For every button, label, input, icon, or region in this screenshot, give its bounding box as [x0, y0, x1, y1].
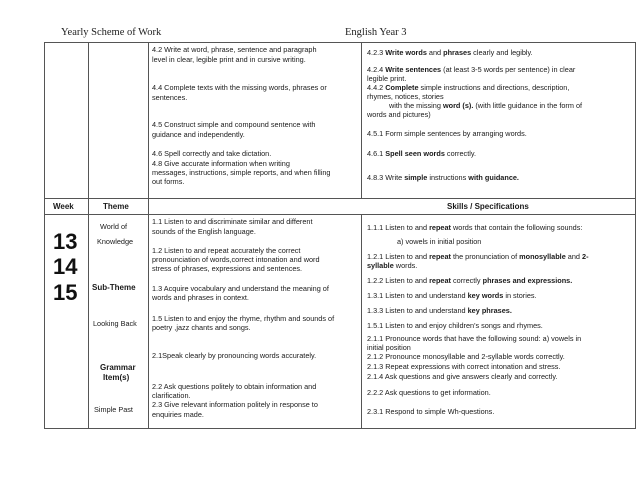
- skill-4-2-3: 4.2.3 Write words and phrases clearly and legibly.: [367, 48, 533, 57]
- skill-4-8-3: 4.8.3 Write simple instructions with guidance.: [367, 173, 519, 182]
- standard-2-2-line2: clarification.: [152, 391, 191, 400]
- left-border: [44, 42, 45, 428]
- skill-2-1-1-line2: initial position: [367, 343, 411, 352]
- skill-4-4-2-line4: words and pictures): [367, 110, 431, 119]
- standard-1-5-line2: poetry ,jazz chants and songs.: [152, 323, 251, 332]
- skill-4-4-2-line3: with the missing word (s). (with little guidance in the form of: [389, 101, 583, 110]
- week-number-15: 15: [53, 280, 78, 305]
- standard-1-3-line2: words and phrases in context.: [152, 293, 249, 302]
- subtheme-label: Sub-Theme: [92, 283, 136, 292]
- standard-1-2-line1: 1.2 Listen to and repeat accurately the correct: [152, 246, 301, 255]
- skill-1-2-1-line2: syllable words.: [367, 261, 418, 270]
- week-number-13: 13: [53, 229, 78, 254]
- standard-4-4-line2: sentences.: [152, 93, 188, 102]
- header-row-top-border: [44, 198, 636, 199]
- skill-1-1-1: 1.1.1 Listen to and repeat words that contain the following sounds:: [367, 223, 583, 232]
- skill-2-1-4: 2.1.4 Ask questions and give answers clearly and correctly.: [367, 372, 558, 381]
- grammar-value: Simple Past: [94, 405, 133, 414]
- header-row-bottom-border: [44, 214, 636, 215]
- skill-1-2-2: 1.2.2 Listen to and repeat correctly phrases and expressions.: [367, 276, 573, 285]
- top-skills-divider: [361, 42, 362, 198]
- skill-2-1-3: 2.1.3 Repeat expressions with correct intonation and stress.: [367, 362, 561, 371]
- right-border: [635, 42, 636, 428]
- skill-1-1-1-sub: a) vowels in initial position: [397, 237, 482, 246]
- theme-column-divider: [148, 42, 149, 428]
- week-column-header: Week: [53, 202, 74, 211]
- week-column-divider: [88, 42, 89, 428]
- skill-4-4-2-line1: 4.4.2 Complete simple instructions and directions, description,: [367, 83, 570, 92]
- bottom-skills-divider: [361, 214, 362, 428]
- standard-1-3-line1: 1.3 Acquire vocabulary and understand the meaning of: [152, 284, 329, 293]
- skill-1-3-1: 1.3.1 Listen to and understand key words in stories.: [367, 291, 537, 300]
- theme-line2: Knowledge: [97, 237, 134, 246]
- standard-2-3-line1: 2.3 Give relevant information politely in response to: [152, 400, 318, 409]
- standard-2-1: 2.1Speak clearly by pronouncing words accurately.: [152, 351, 317, 360]
- standard-4-4-line1: 4.4 Complete texts with the missing words, phrases or: [152, 83, 327, 92]
- standard-2-2-line1: 2.2 Ask questions politely to obtain information and: [152, 382, 317, 391]
- standard-1-1-line2: sounds of the English language.: [152, 227, 256, 236]
- standard-1-5-line1: 1.5 Listen to and enjoy the rhyme, rhythm and sounds of: [152, 314, 335, 323]
- standard-4-2-line1: 4.2 Write at word, phrase, sentence and paragraph: [152, 45, 317, 54]
- grammar-label-line1: Grammar: [100, 363, 136, 372]
- skill-2-1-1-line1: 2.1.1 Pronounce words that have the following sound: a) vowels in: [367, 334, 582, 343]
- table-bottom-border: [44, 428, 636, 429]
- standard-4-8-line3: out forms.: [152, 177, 185, 186]
- skill-4-6-1: 4.6.1 Spell seen words correctly.: [367, 149, 476, 158]
- theme-line1: World of: [100, 222, 128, 231]
- skill-2-2-2: 2.2.2 Ask questions to get information.: [367, 388, 491, 397]
- standard-4-8-line1: 4.8 Give accurate information when writing: [152, 159, 290, 168]
- standard-4-5-line1: 4.5 Construct simple and compound sentence with: [152, 120, 316, 129]
- skill-4-2-4-line2: legible print.: [367, 74, 407, 83]
- standard-1-2-line2: pronounciation of words,correct intonation and word: [152, 255, 320, 264]
- skills-column-header: Skills / Specifications: [447, 202, 529, 211]
- header-right: English Year 3: [345, 27, 407, 38]
- skill-4-2-4-line1: 4.2.4 Write sentences (at least 3-5 words per sentence) in clear: [367, 65, 576, 74]
- standard-1-2-line3: stress of phrases, expressions and sentences.: [152, 264, 303, 273]
- standard-4-8-line2: messages, instructions, simple reports, and when filling: [152, 168, 331, 177]
- standard-4-2-line2: level in clear, legible print and in cursive writing.: [152, 55, 306, 64]
- standard-4-6: 4.6 Spell correctly and take dictation.: [152, 149, 272, 158]
- subtheme-value: Looking Back: [93, 319, 137, 328]
- header-left: Yearly Scheme of Work: [61, 27, 162, 38]
- standard-1-1-line1: 1.1 Listen to and discriminate similar and different: [152, 217, 313, 226]
- skill-4-4-2-line2: rhymes, notices, stories: [367, 92, 444, 101]
- skill-1-3-3: 1.3.3 Listen to and understand key phrases.: [367, 306, 512, 315]
- standard-4-5-line2: guidance and independently.: [152, 130, 245, 139]
- skill-2-1-2: 2.1.2 Pronounce monosyllable and 2-syllable words correctly.: [367, 352, 565, 361]
- grammar-label-line2: Item(s): [103, 373, 130, 382]
- theme-column-header: Theme: [103, 202, 129, 211]
- table-top-border: [44, 42, 636, 43]
- standard-2-3-line2: enquiries made.: [152, 410, 204, 419]
- skill-1-5-1: 1.5.1 Listen to and enjoy children's songs and rhymes.: [367, 321, 543, 330]
- week-number-14: 14: [53, 254, 78, 279]
- skill-2-3-1: 2.3.1 Respond to simple Wh-questions.: [367, 407, 495, 416]
- skill-1-2-1-line1: 1.2.1 Listen to and repeat the pronunciation of monosyllable and 2-: [367, 252, 589, 261]
- skill-4-5-1: 4.5.1 Form simple sentences by arranging words.: [367, 129, 527, 138]
